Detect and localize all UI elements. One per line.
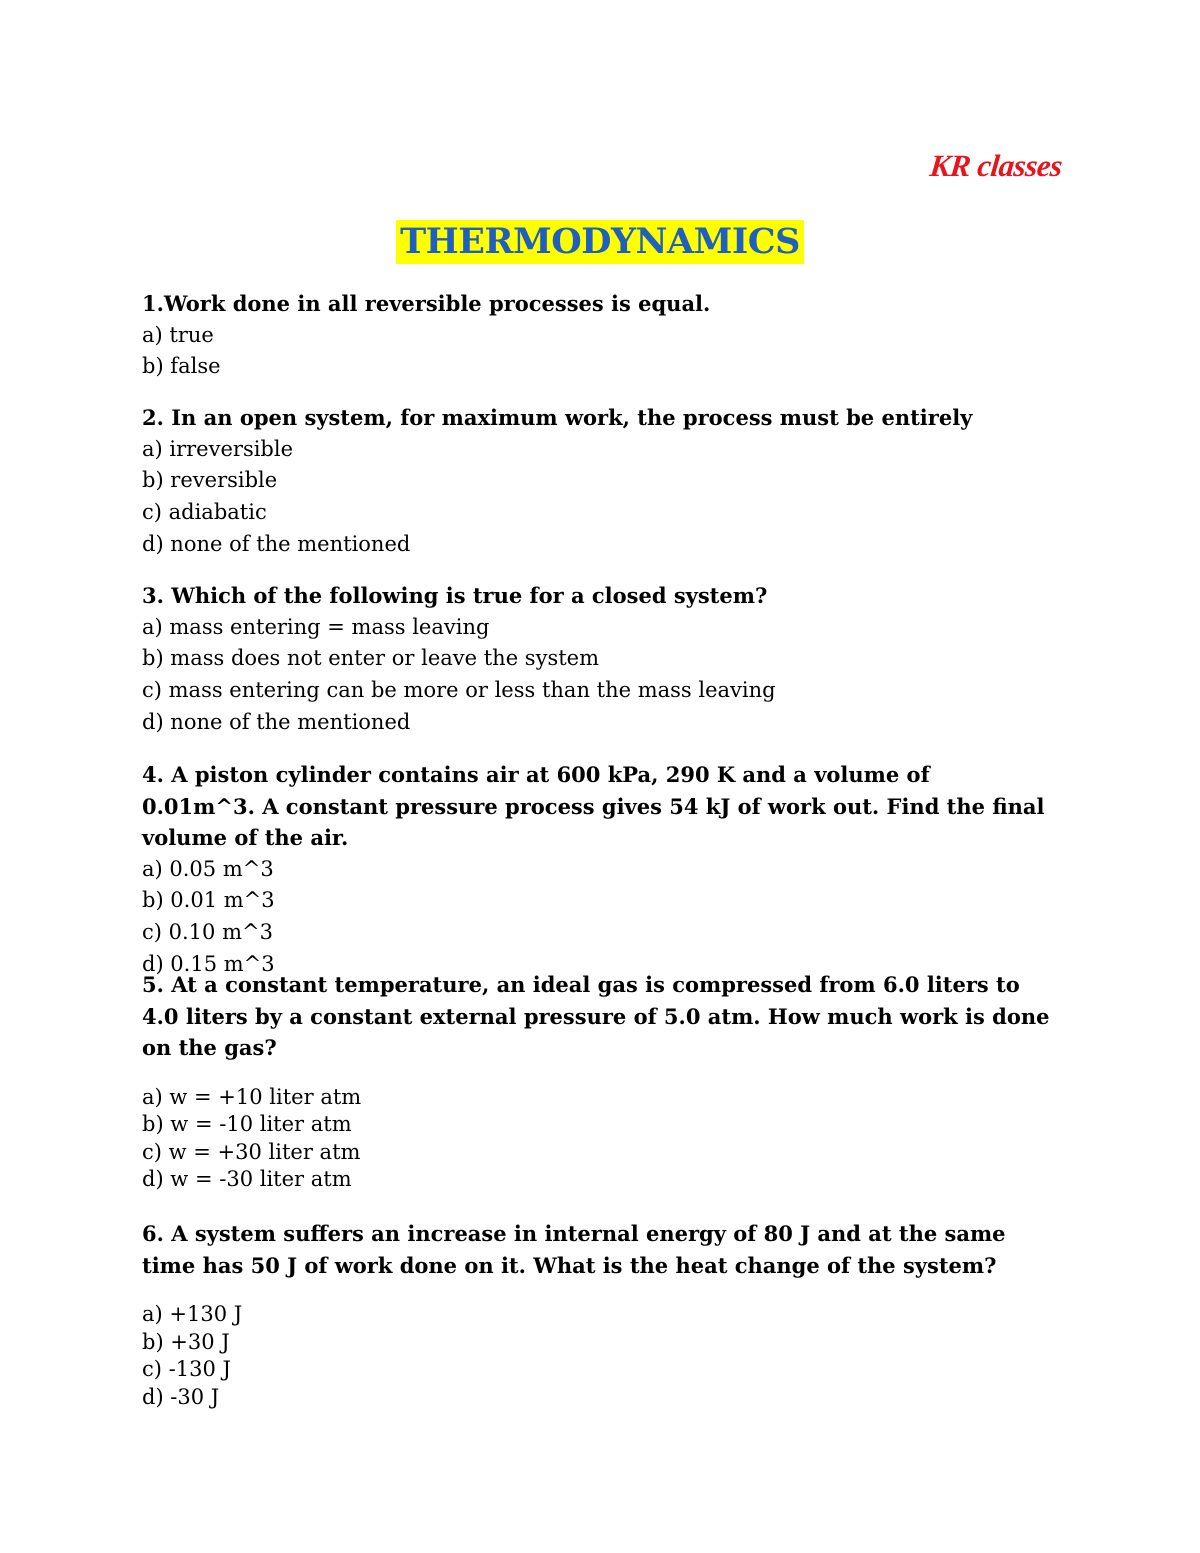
- question-4: [142, 759, 1047, 981]
- option-c: c) -130 J: [142, 1357, 231, 1382]
- title-wrap: [0, 220, 1200, 264]
- question-text: 1.Work done in all reversible processes is equal.: [142, 291, 711, 316]
- option-b: b) w = -10 liter atm: [142, 1112, 352, 1137]
- question-text: 2. In an open system, for maximum work, the process must be entirely: [142, 405, 973, 430]
- question-6: [142, 1218, 1062, 1411]
- option-d: d) w = -30 liter atm: [142, 1167, 352, 1192]
- option-a: a) irreversible: [142, 436, 294, 461]
- option-c: c) w = +30 liter atm: [142, 1139, 361, 1164]
- question-text: 6. A system suffers an increase in internal energy of 80 J and at the same time has 50 J of work done on it. What is the heat change of the system?: [142, 1221, 1006, 1278]
- option-b: b) +30 J: [142, 1329, 230, 1354]
- question-text: 3. Which of the following is true for a closed system?: [142, 583, 768, 608]
- question-2: [142, 402, 1062, 561]
- question-3: [142, 580, 1062, 739]
- question-1: [142, 288, 1062, 383]
- option-c: c) adiabatic: [142, 500, 267, 525]
- option-a: a) w = +10 liter atm: [142, 1084, 362, 1109]
- question-text: 5. At a constant temperature, an ideal gas is compressed from 6.0 liters to 4.0 liters by a constant external pressure of 5.0 atm. How much work is done on the gas?: [142, 972, 1050, 1060]
- option-b: b) reversible: [142, 468, 278, 493]
- option-a: a) mass entering = mass leaving: [142, 614, 490, 639]
- page-title: THERMODYNAMICS: [396, 220, 804, 264]
- spacer: [142, 1064, 1062, 1084]
- option-d: d) 0.15 m^3: [142, 951, 275, 976]
- question-5: [142, 969, 1062, 1194]
- option-a: a) 0.05 m^3: [142, 856, 274, 881]
- question-text: 4. A piston cylinder contains air at 600 kPa, 290 K and a volume of 0.01m^3. A constant pressure process gives 54 kJ of work out. Find the final volume of the air.: [142, 762, 1045, 850]
- option-d: d) none of the mentioned: [142, 709, 411, 734]
- option-b: b) false: [142, 354, 221, 379]
- option-c: c) mass entering can be more or less than the mass leaving: [142, 678, 776, 703]
- brand-label: KR classes: [928, 148, 1064, 183]
- option-b: b) mass does not enter or leave the system: [142, 646, 600, 671]
- option-c: c) 0.10 m^3: [142, 920, 273, 945]
- option-d: d) -30 J: [142, 1384, 220, 1409]
- option-a: a) true: [142, 322, 214, 347]
- option-b: b) 0.01 m^3: [142, 888, 275, 913]
- option-a: a) +130 J: [142, 1302, 243, 1326]
- spacer: [142, 1281, 1062, 1301]
- option-d: d) none of the mentioned: [142, 531, 411, 556]
